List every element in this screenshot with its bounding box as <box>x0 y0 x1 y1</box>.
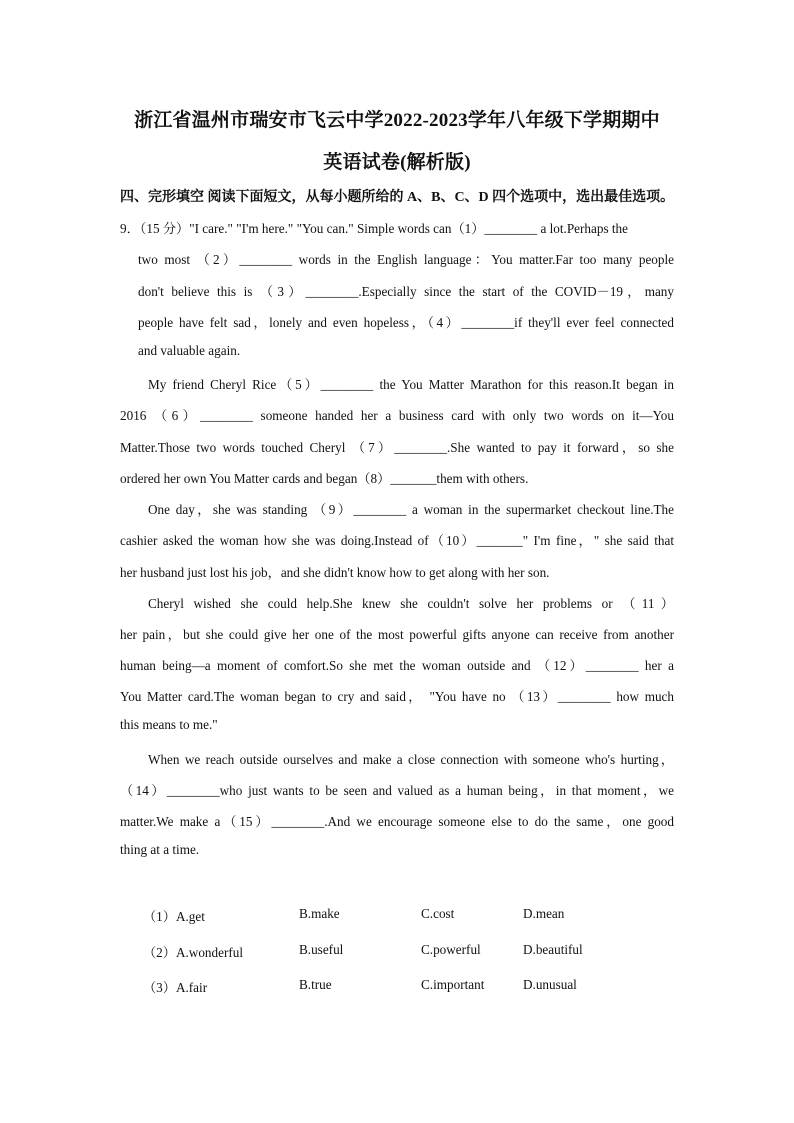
title-line-1: 浙江省温州市瑞安市飞云中学2022-2023学年八年级下学期期中 <box>134 110 660 131</box>
passage-line: You Matter card.The woman began to cry and said， "You have no （13）________ how much <box>120 689 674 704</box>
passage-line: thing at a time. <box>120 842 200 857</box>
passage-line: two most （2）________ words in the English language：You matter.Far too many people <box>138 252 674 267</box>
passage-line: cashier asked the woman how she was doing.Instead of（10）_______" I'm fine，" she said that <box>120 533 674 548</box>
passage-line: 2016 （6）________ someone handed her a business card with only two words on it—You <box>120 408 674 423</box>
option-question-3-c: C.important <box>421 977 485 992</box>
passage-line: don't believe this is （3）________.Especially since the start of the COVID－19，many <box>138 284 674 299</box>
passage-line: My friend Cheryl Rice（5）________ the You Matter Marathon for this reason.It began in <box>148 377 674 392</box>
option-question-2-c: C.powerful <box>421 942 481 957</box>
title-line-2: 英语试卷(解析版) <box>323 152 471 173</box>
option-question-2-d: D.beautiful <box>523 942 583 957</box>
passage-line: human being—a moment of comfort.So she met the woman outside and （12）________ her a <box>120 658 674 673</box>
passage-line: this means to me." <box>120 717 218 732</box>
passage-line: her pain，but she could give her one of the most powerful gifts anyone can receive from another <box>120 627 674 642</box>
passage-line: One day，she was standing （9）________ a woman in the supermarket checkout line.The <box>148 502 674 517</box>
option-question-3-a: （3）A.fair <box>143 980 208 995</box>
section-heading: 四、完形填空 阅读下面短文，从每小题所给的 A、B、C、D 四个选项中，选出最佳选项。 <box>120 190 675 205</box>
option-question-1-d: D.mean <box>523 906 565 921</box>
option-question-1-a: （1）A.get <box>143 909 205 924</box>
passage-line: When we reach outside ourselves and make a close connection with someone who's hurting， <box>148 752 674 767</box>
passage-line: people have felt sad，lonely and even hopeless，（4）________if they'll ever feel connected <box>138 315 674 330</box>
option-question-3-d: D.unusual <box>523 977 577 992</box>
passage-line: Cheryl wished she could help.She knew she couldn't solve her problems or （11） <box>148 596 674 611</box>
passage-line: matter.We make a（15）________.And we encourage someone else to do the same，one good <box>120 814 674 829</box>
option-question-2-b: B.useful <box>299 942 344 957</box>
passage-line: Matter.Those two words touched Cheryl （7）________.She wanted to pay it forward，so she <box>120 440 674 455</box>
option-question-1-b: B.make <box>299 906 340 921</box>
option-question-1-c: C.cost <box>421 906 455 921</box>
option-question-2-a: （2）A.wonderful <box>143 945 243 960</box>
passage-line: 9．（15 分）"I care." "I'm here." "You can." Simple words can（1）________ a lot.Perhaps the <box>120 221 628 236</box>
passage-line: her husband just lost his job，and she didn't know how to get along with her son. <box>120 565 550 580</box>
option-question-3-b: B.true <box>299 977 332 992</box>
passage-line: （14）________who just wants to be seen and valued as a human being，in that moment，we <box>120 783 674 798</box>
passage-line: ordered her own You Matter cards and began（8）_______them with others. <box>120 471 529 486</box>
passage-line: and valuable again. <box>138 343 241 358</box>
